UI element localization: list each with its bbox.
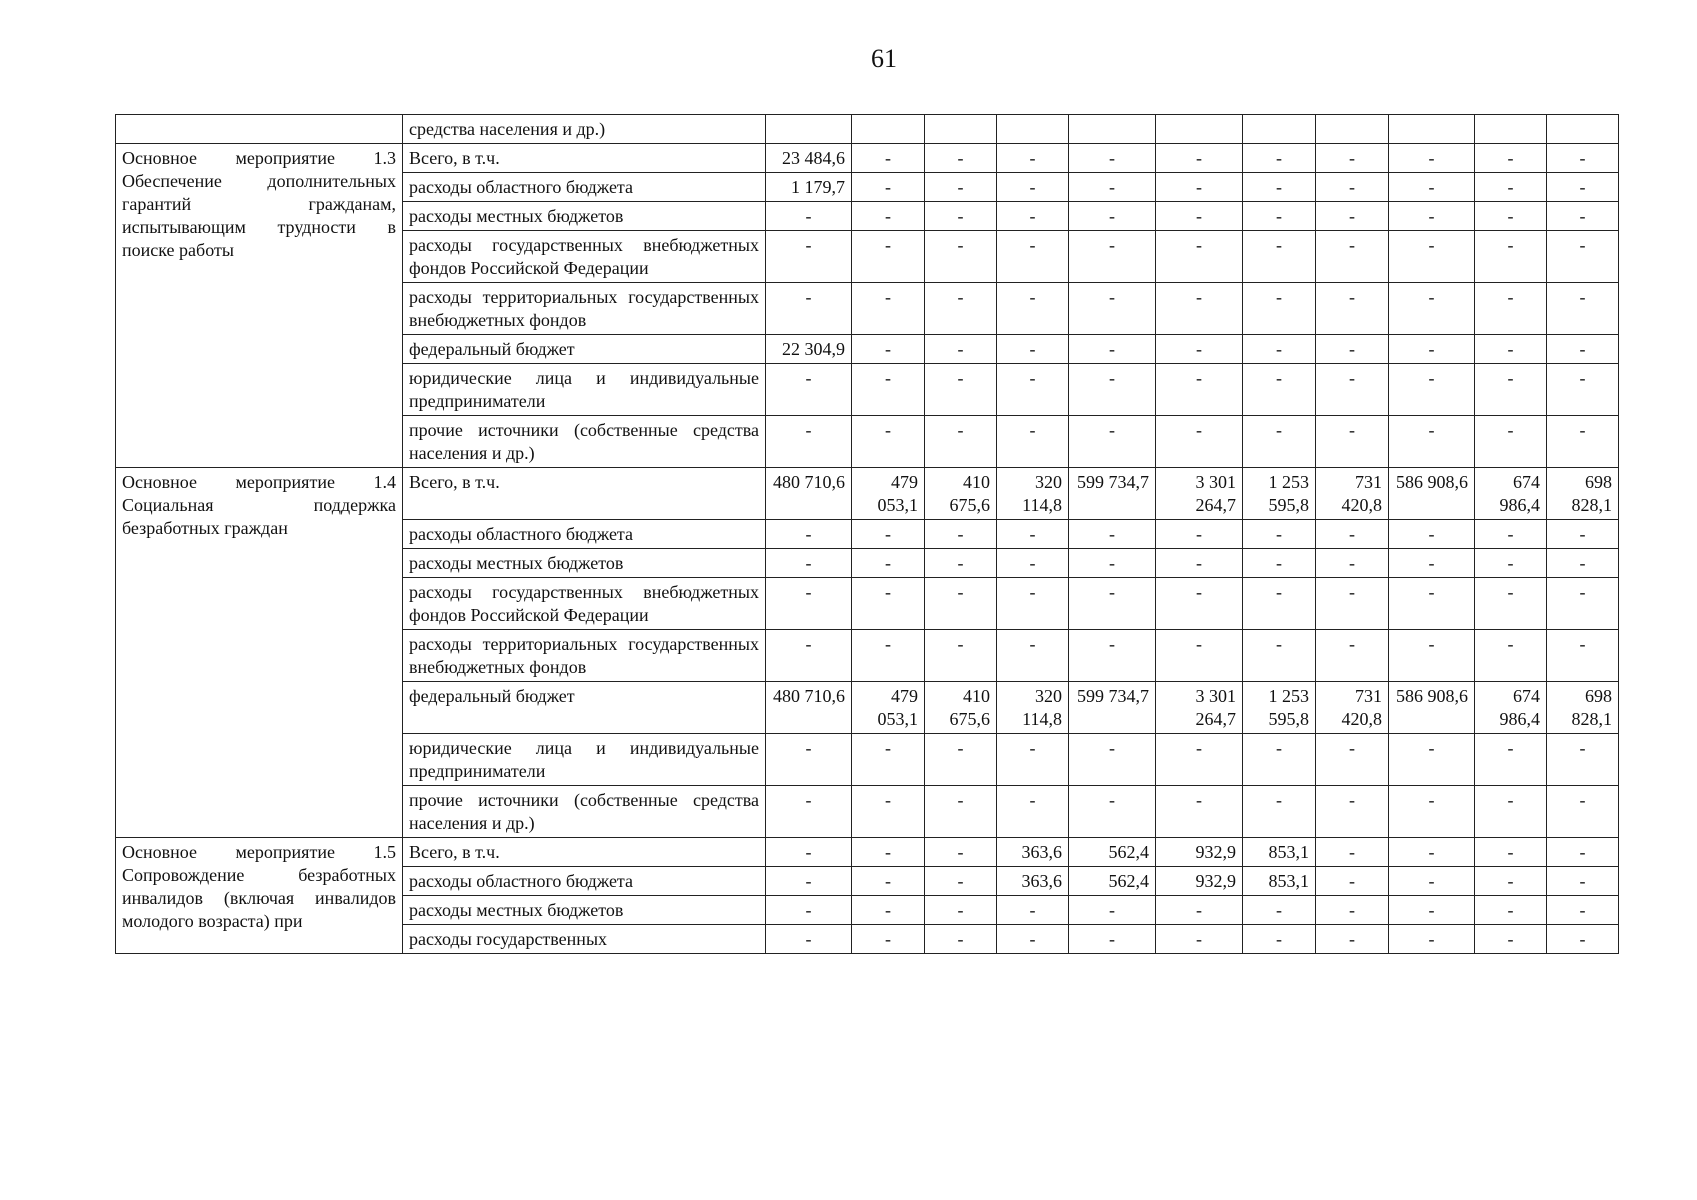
value-cell: 363,6 xyxy=(997,867,1069,896)
source-cell: расходы областного бюджета xyxy=(403,173,766,202)
value-cell: - xyxy=(1389,364,1475,416)
value-cell: - xyxy=(1316,520,1389,549)
value-cell: - xyxy=(1316,283,1389,335)
value-cell: 479 053,1 xyxy=(852,468,925,520)
value-cell: - xyxy=(1547,838,1619,867)
value-cell: - xyxy=(1547,630,1619,682)
value-cell: - xyxy=(1475,734,1547,786)
value-cell: - xyxy=(1475,867,1547,896)
value-cell: - xyxy=(1547,144,1619,173)
value-cell: - xyxy=(766,734,852,786)
value-cell: 562,4 xyxy=(1069,867,1156,896)
value-cell: - xyxy=(852,734,925,786)
value-cell: - xyxy=(1547,578,1619,630)
budget-table xyxy=(115,114,1619,954)
value-cell: - xyxy=(852,896,925,925)
budget-table-body xyxy=(116,115,1619,954)
value-cell: - xyxy=(1475,925,1547,954)
source-cell: расходы местных бюджетов xyxy=(403,549,766,578)
value-cell: - xyxy=(1389,925,1475,954)
source-cell: федеральный бюджет xyxy=(403,335,766,364)
value-cell: 599 734,7 xyxy=(1069,468,1156,520)
value-cell: - xyxy=(1316,173,1389,202)
value-cell: - xyxy=(925,202,997,231)
value-cell: - xyxy=(1156,364,1243,416)
value-cell: 674 986,4 xyxy=(1475,468,1547,520)
event-cell xyxy=(116,115,403,144)
value-cell: - xyxy=(1475,549,1547,578)
value-cell: - xyxy=(925,838,997,867)
value-cell: - xyxy=(925,867,997,896)
value-cell: - xyxy=(1316,202,1389,231)
value-cell: - xyxy=(1316,416,1389,468)
value-cell: - xyxy=(1475,202,1547,231)
value-cell: - xyxy=(925,734,997,786)
value-cell: - xyxy=(1069,549,1156,578)
value-cell: - xyxy=(1243,231,1316,283)
source-cell: расходы территориальных государственных внебюджетных фондов xyxy=(403,283,766,335)
value-cell: - xyxy=(1475,838,1547,867)
value-cell: - xyxy=(997,578,1069,630)
value-cell: - xyxy=(1156,896,1243,925)
value-cell: 586 908,6 xyxy=(1389,468,1475,520)
value-cell: - xyxy=(1316,734,1389,786)
value-cell: - xyxy=(852,578,925,630)
source-cell: расходы государственных внебюджетных фондов Российской Федерации xyxy=(403,578,766,630)
value-cell: - xyxy=(852,202,925,231)
value-cell: - xyxy=(997,364,1069,416)
value-cell: - xyxy=(766,416,852,468)
value-cell: - xyxy=(1243,335,1316,364)
value-cell: 1 253 595,8 xyxy=(1243,682,1316,734)
value-cell: - xyxy=(1547,283,1619,335)
value-cell: - xyxy=(1475,144,1547,173)
value-cell: - xyxy=(852,364,925,416)
value-cell: - xyxy=(1475,416,1547,468)
value-cell: - xyxy=(1156,520,1243,549)
value-cell: - xyxy=(1243,283,1316,335)
value-cell: - xyxy=(766,630,852,682)
value-cell: - xyxy=(766,202,852,231)
source-cell: расходы государственных xyxy=(403,925,766,954)
event-cell: Основное мероприятие 1.3 Обеспечение дополнительных гарантий гражданам, испытывающим трудности в поиске работы xyxy=(116,144,403,468)
value-cell: - xyxy=(1316,867,1389,896)
value-cell: - xyxy=(1243,734,1316,786)
source-cell: федеральный бюджет xyxy=(403,682,766,734)
value-cell: - xyxy=(766,786,852,838)
value-cell: 853,1 xyxy=(1243,838,1316,867)
value-cell: - xyxy=(997,416,1069,468)
value-cell: - xyxy=(1389,283,1475,335)
value-cell: - xyxy=(1243,925,1316,954)
value-cell: - xyxy=(1069,283,1156,335)
value-cell: - xyxy=(852,283,925,335)
value-cell: - xyxy=(766,896,852,925)
value-cell: - xyxy=(1243,786,1316,838)
value-cell: - xyxy=(1316,578,1389,630)
value-cell: - xyxy=(925,578,997,630)
value-cell: - xyxy=(1069,786,1156,838)
value-cell: - xyxy=(1316,335,1389,364)
value-cell: - xyxy=(1156,786,1243,838)
table-row xyxy=(116,838,1619,867)
value-cell: - xyxy=(1547,231,1619,283)
value-cell: - xyxy=(1243,202,1316,231)
value-cell: - xyxy=(1156,173,1243,202)
value-cell: - xyxy=(1243,520,1316,549)
value-cell: 853,1 xyxy=(1243,867,1316,896)
value-cell: 586 908,6 xyxy=(1389,682,1475,734)
value-cell: - xyxy=(1389,630,1475,682)
value-cell: - xyxy=(1475,578,1547,630)
value-cell: - xyxy=(1475,364,1547,416)
value-cell: - xyxy=(925,416,997,468)
source-cell: прочие источники (собственные средства населения и др.) xyxy=(403,416,766,468)
value-cell: - xyxy=(1547,416,1619,468)
value-cell: - xyxy=(1389,520,1475,549)
source-cell: юридические лица и индивидуальные предприниматели xyxy=(403,734,766,786)
value-cell: - xyxy=(997,925,1069,954)
value-cell: 599 734,7 xyxy=(1069,682,1156,734)
value-cell: - xyxy=(766,549,852,578)
value-cell: - xyxy=(1389,867,1475,896)
value-cell: - xyxy=(1316,144,1389,173)
value-cell: 23 484,6 xyxy=(766,144,852,173)
value-cell: 480 710,6 xyxy=(766,468,852,520)
value-cell: - xyxy=(1389,838,1475,867)
value-cell: - xyxy=(1389,173,1475,202)
value-cell: 320 114,8 xyxy=(997,468,1069,520)
value-cell: - xyxy=(1547,520,1619,549)
value-cell: - xyxy=(1069,578,1156,630)
event-cell: Основное мероприятие 1.4 Социальная поддержка безработных граждан xyxy=(116,468,403,838)
value-cell: - xyxy=(997,173,1069,202)
source-cell: средства населения и др.) xyxy=(403,115,766,144)
value-cell: - xyxy=(1389,416,1475,468)
value-cell: - xyxy=(1547,734,1619,786)
source-cell: Всего, в т.ч. xyxy=(403,838,766,867)
value-cell: - xyxy=(1475,231,1547,283)
value-cell: - xyxy=(1156,416,1243,468)
value-cell: - xyxy=(925,896,997,925)
value-cell: - xyxy=(1243,896,1316,925)
value-cell: - xyxy=(766,578,852,630)
value-cell: - xyxy=(852,925,925,954)
value-cell: 1 179,7 xyxy=(766,173,852,202)
source-cell: расходы местных бюджетов xyxy=(403,896,766,925)
value-cell: - xyxy=(1069,925,1156,954)
value-cell: - xyxy=(1389,896,1475,925)
value-cell: 410 675,6 xyxy=(925,682,997,734)
value-cell: - xyxy=(1316,786,1389,838)
value-cell: - xyxy=(852,630,925,682)
value-cell: - xyxy=(1069,202,1156,231)
value-cell: 22 304,9 xyxy=(766,335,852,364)
value-cell: 698 828,1 xyxy=(1547,682,1619,734)
value-cell: 1 253 595,8 xyxy=(1243,468,1316,520)
value-cell: - xyxy=(1547,364,1619,416)
value-cell: - xyxy=(925,231,997,283)
value-cell: 3 301 264,7 xyxy=(1156,468,1243,520)
value-cell: - xyxy=(766,283,852,335)
value-cell: - xyxy=(997,630,1069,682)
value-cell: - xyxy=(766,231,852,283)
value-cell: - xyxy=(997,549,1069,578)
value-cell: - xyxy=(1316,630,1389,682)
value-cell: - xyxy=(1069,335,1156,364)
source-cell: расходы государственных внебюджетных фондов Российской Федерации xyxy=(403,231,766,283)
source-cell: Всего, в т.ч. xyxy=(403,144,766,173)
value-cell: - xyxy=(1547,549,1619,578)
value-cell: 932,9 xyxy=(1156,867,1243,896)
value-cell: - xyxy=(1069,416,1156,468)
value-cell: - xyxy=(997,144,1069,173)
value-cell: 731 420,8 xyxy=(1316,468,1389,520)
value-cell: - xyxy=(997,520,1069,549)
source-cell: прочие источники (собственные средства населения и др.) xyxy=(403,786,766,838)
value-cell: - xyxy=(925,283,997,335)
value-cell: 479 053,1 xyxy=(852,682,925,734)
table-row xyxy=(116,144,1619,173)
value-cell: - xyxy=(852,867,925,896)
event-cell: Основное мероприятие 1.5 Сопровождение безработных инвалидов (включая инвалидов молодого возраста) при xyxy=(116,838,403,954)
value-cell: 363,6 xyxy=(997,838,1069,867)
value-cell: - xyxy=(766,867,852,896)
value-cell: - xyxy=(925,925,997,954)
page-number: 61 xyxy=(871,44,897,73)
value-cell: - xyxy=(1316,925,1389,954)
value-cell: - xyxy=(1316,896,1389,925)
value-cell: - xyxy=(852,416,925,468)
value-cell: - xyxy=(997,786,1069,838)
value-cell: - xyxy=(1475,786,1547,838)
value-cell: - xyxy=(1475,896,1547,925)
value-cell: - xyxy=(925,173,997,202)
value-cell: - xyxy=(1156,734,1243,786)
table-row xyxy=(116,468,1619,520)
value-cell: - xyxy=(1389,231,1475,283)
value-cell: - xyxy=(925,520,997,549)
value-cell: 562,4 xyxy=(1069,838,1156,867)
value-cell: - xyxy=(1389,578,1475,630)
value-cell: - xyxy=(852,231,925,283)
value-cell: - xyxy=(1243,578,1316,630)
value-cell: - xyxy=(1475,520,1547,549)
value-cell: - xyxy=(1156,925,1243,954)
value-cell: - xyxy=(1316,231,1389,283)
value-cell: - xyxy=(1243,364,1316,416)
value-cell: - xyxy=(1316,549,1389,578)
value-cell: - xyxy=(925,364,997,416)
value-cell: - xyxy=(1069,364,1156,416)
value-cell: - xyxy=(1475,335,1547,364)
value-cell: - xyxy=(1243,173,1316,202)
value-cell: - xyxy=(766,364,852,416)
value-cell: - xyxy=(1389,202,1475,231)
source-cell: расходы областного бюджета xyxy=(403,867,766,896)
value-cell: - xyxy=(852,520,925,549)
value-cell: - xyxy=(1069,173,1156,202)
value-cell: - xyxy=(852,173,925,202)
value-cell: - xyxy=(1156,283,1243,335)
value-cell: - xyxy=(766,838,852,867)
value-cell: - xyxy=(1547,173,1619,202)
value-cell: - xyxy=(1547,896,1619,925)
value-cell: - xyxy=(1547,202,1619,231)
value-cell: - xyxy=(1156,549,1243,578)
value-cell: - xyxy=(997,202,1069,231)
value-cell: - xyxy=(852,838,925,867)
value-cell: 731 420,8 xyxy=(1316,682,1389,734)
value-cell: - xyxy=(1243,549,1316,578)
value-cell: - xyxy=(766,925,852,954)
value-cell: - xyxy=(1243,630,1316,682)
value-cell: - xyxy=(1389,549,1475,578)
value-cell: - xyxy=(997,734,1069,786)
value-cell: - xyxy=(852,335,925,364)
value-cell: 410 675,6 xyxy=(925,468,997,520)
source-cell: юридические лица и индивидуальные предприниматели xyxy=(403,364,766,416)
value-cell: 480 710,6 xyxy=(766,682,852,734)
value-cell: - xyxy=(1156,630,1243,682)
value-cell: - xyxy=(1069,896,1156,925)
source-cell: расходы территориальных государственных внебюджетных фондов xyxy=(403,630,766,682)
value-cell: - xyxy=(1069,144,1156,173)
value-cell: - xyxy=(852,549,925,578)
source-cell: расходы областного бюджета xyxy=(403,520,766,549)
value-cell: - xyxy=(1156,144,1243,173)
value-cell: - xyxy=(997,283,1069,335)
value-cell: - xyxy=(1243,144,1316,173)
value-cell: - xyxy=(766,520,852,549)
source-cell: Всего, в т.ч. xyxy=(403,468,766,520)
value-cell: - xyxy=(1069,734,1156,786)
value-cell: - xyxy=(852,144,925,173)
value-cell: - xyxy=(1389,144,1475,173)
source-cell: расходы местных бюджетов xyxy=(403,202,766,231)
value-cell: - xyxy=(1547,786,1619,838)
value-cell: - xyxy=(1389,734,1475,786)
value-cell: - xyxy=(925,630,997,682)
value-cell: - xyxy=(1475,173,1547,202)
value-cell: - xyxy=(925,335,997,364)
value-cell: - xyxy=(1069,630,1156,682)
value-cell: - xyxy=(1389,786,1475,838)
continuation-row xyxy=(116,115,1619,144)
value-cell: - xyxy=(1475,283,1547,335)
value-cell: - xyxy=(1389,335,1475,364)
value-cell: - xyxy=(925,549,997,578)
value-cell: - xyxy=(1316,838,1389,867)
value-cell: - xyxy=(997,231,1069,283)
value-cell: - xyxy=(997,896,1069,925)
value-cell: - xyxy=(925,144,997,173)
value-cell: - xyxy=(1156,335,1243,364)
value-cell: - xyxy=(852,786,925,838)
value-cell: - xyxy=(1475,630,1547,682)
value-cell: 3 301 264,7 xyxy=(1156,682,1243,734)
value-cell: - xyxy=(1547,867,1619,896)
value-cell: 674 986,4 xyxy=(1475,682,1547,734)
value-cell: - xyxy=(1156,231,1243,283)
value-cell: - xyxy=(1069,231,1156,283)
value-cell: - xyxy=(1243,416,1316,468)
value-cell: - xyxy=(1316,364,1389,416)
value-cell: - xyxy=(1156,578,1243,630)
value-cell: 320 114,8 xyxy=(997,682,1069,734)
value-cell: 698 828,1 xyxy=(1547,468,1619,520)
value-cell: - xyxy=(1156,202,1243,231)
value-cell: 932,9 xyxy=(1156,838,1243,867)
value-cell: - xyxy=(925,786,997,838)
value-cell: - xyxy=(1547,335,1619,364)
value-cell: - xyxy=(997,335,1069,364)
value-cell: - xyxy=(1547,925,1619,954)
value-cell: - xyxy=(1069,520,1156,549)
